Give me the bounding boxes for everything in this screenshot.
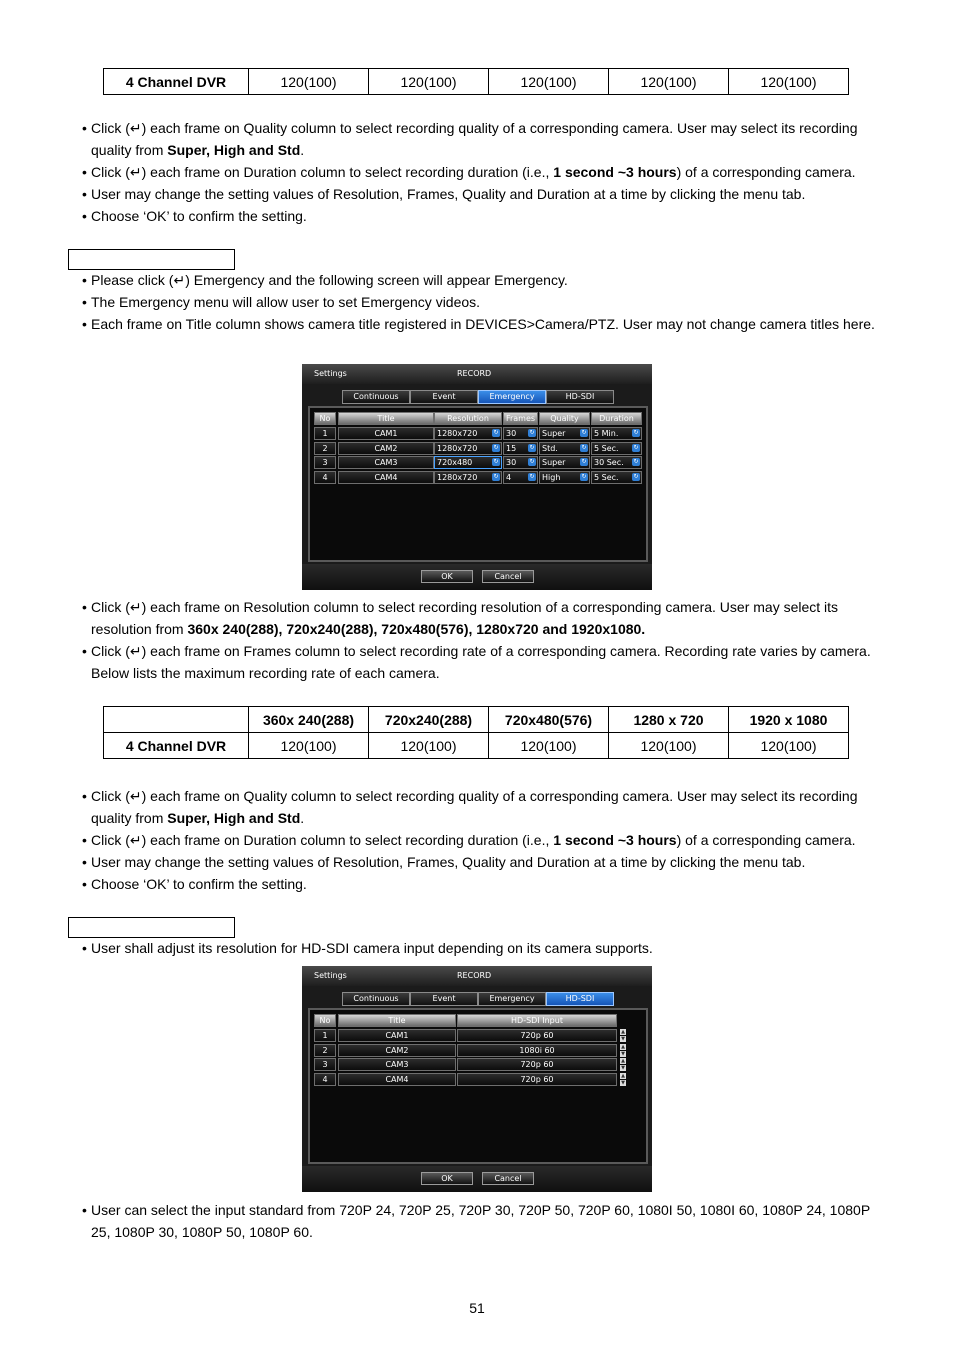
- hd-sdi-input-select[interactable]: 720p 60: [457, 1058, 617, 1071]
- tab-continuous[interactable]: Continuous: [342, 992, 410, 1006]
- bullet-list-hd-sdi: [82, 937, 892, 959]
- camera-title: CAM2: [338, 1044, 456, 1057]
- row-number: 4: [314, 471, 336, 484]
- table-header-row: [104, 707, 849, 733]
- bullet-item: • Click (↵) each frame on Duration column to select recording duration (i.e., 1 second ~3 hours) of a corresponding camera.: [82, 829, 892, 851]
- cycle-icon: ↻: [529, 444, 535, 451]
- ok-button[interactable]: OK: [421, 1172, 473, 1185]
- bullet-item: • User may change the setting values of Resolution, Frames, Quality and Duration at a time by clicking the menu tab.: [82, 183, 892, 205]
- hd-sdi-input-select[interactable]: 1080i 60: [457, 1044, 617, 1057]
- duration-select[interactable]: 5 Sec. ↻: [591, 471, 642, 484]
- table-cell: 120(100): [369, 733, 489, 759]
- col-header-no: No: [314, 412, 336, 425]
- hd-sdi-input-select[interactable]: 720p 60: [457, 1073, 617, 1086]
- dvr-button-bar: [302, 1166, 652, 1192]
- col-header-resolution: Resolution: [434, 412, 502, 425]
- bullet-item: • The Emergency menu will allow user to set Emergency videos.: [82, 291, 892, 313]
- frames-select[interactable]: 30 ↻: [503, 427, 538, 440]
- duration-select[interactable]: 30 Sec. ↻: [591, 456, 642, 469]
- cycle-icon: ↻: [633, 473, 639, 480]
- hd-sdi-input-select[interactable]: 720p 60: [457, 1029, 617, 1042]
- tab-event[interactable]: Event: [410, 390, 478, 404]
- table-cell: 120(100): [489, 733, 609, 759]
- duration-select[interactable]: 5 Min. ↻: [591, 427, 642, 440]
- cycle-icon: ↻: [581, 458, 587, 465]
- bullet-list-quality-duration-2: [82, 785, 892, 895]
- frames-select[interactable]: 30 ↻: [503, 456, 538, 469]
- table-header-cell: 1280 x 720: [609, 707, 729, 733]
- up-arrow-icon[interactable]: ▲: [621, 1044, 625, 1050]
- bullet-item: • Choose ‘OK’ to confirm the setting.: [82, 205, 892, 227]
- camera-title: CAM4: [338, 1073, 456, 1086]
- dvr-title-bar: [302, 966, 652, 986]
- quality-select[interactable]: Super ↻: [539, 427, 590, 440]
- down-arrow-icon[interactable]: ▼: [621, 1065, 625, 1071]
- row-number: 2: [314, 442, 336, 455]
- down-arrow-icon[interactable]: ▼: [621, 1051, 625, 1057]
- cycle-icon: ↻: [581, 444, 587, 451]
- table-cell: 120(100): [249, 733, 369, 759]
- tab-continuous[interactable]: Continuous: [342, 390, 410, 404]
- page-number: 51: [469, 1300, 485, 1316]
- up-arrow-icon[interactable]: ▲: [621, 1073, 625, 1079]
- bullet-item: • Each frame on Title column shows camera title registered in DEVICES>Camera/PTZ. User may not change camera titles here.: [82, 313, 892, 335]
- quality-select[interactable]: Std. ↻: [539, 442, 590, 455]
- up-arrow-icon[interactable]: ▲: [621, 1029, 625, 1035]
- section-heading-box: [68, 917, 235, 938]
- col-header-frames: Frames: [503, 412, 538, 425]
- bullet-list-quality-duration: [82, 117, 892, 227]
- duration-select[interactable]: 5 Sec. ↻: [591, 442, 642, 455]
- table-row-label: 4 Channel DVR: [104, 733, 249, 759]
- bullet-item: • Click (↵) each frame on Quality column to select recording quality of a corresponding camera. User may select its recording quality from Super, High and Std.: [82, 785, 892, 829]
- table-cell: 120(100): [249, 69, 369, 95]
- row-number: 2: [314, 1044, 336, 1057]
- bullet-item: • Click (↵) each frame on Frames column to select recording rate of a corresponding camera. Recording rate varies by camera. Below lists the maximum recording rate of each camera.: [82, 640, 892, 684]
- up-arrow-icon[interactable]: ▲: [621, 1058, 625, 1064]
- col-header-title: Title: [338, 412, 434, 425]
- cancel-button[interactable]: Cancel: [482, 1172, 534, 1185]
- table-row: [104, 733, 849, 759]
- col-header-no: No: [314, 1014, 336, 1027]
- cycle-icon: ↻: [493, 473, 499, 480]
- dvr-emergency-screenshot: [302, 364, 652, 590]
- col-header-duration: Duration: [591, 412, 642, 425]
- resolution-select[interactable]: 720x480 ↻: [434, 456, 502, 469]
- bullet-item: • User may change the setting values of Resolution, Frames, Quality and Duration at a time by clicking the menu tab.: [82, 851, 892, 873]
- bullet-list-emergency: [82, 269, 892, 335]
- quality-select[interactable]: High ↻: [539, 471, 590, 484]
- dvr-settings-label: Settings: [314, 971, 347, 980]
- tab-event[interactable]: Event: [410, 992, 478, 1006]
- row-number: 4: [314, 1073, 336, 1086]
- col-header-hd-sdi-input: HD-SDI Input: [457, 1014, 617, 1027]
- cycle-icon: ↻: [581, 473, 587, 480]
- down-arrow-icon[interactable]: ▼: [621, 1036, 625, 1042]
- bullet-item: • Choose ‘OK’ to confirm the setting.: [82, 873, 892, 895]
- camera-title: CAM1: [338, 1029, 456, 1042]
- cycle-icon: ↻: [529, 473, 535, 480]
- camera-title: CAM3: [338, 456, 434, 469]
- row-number: 3: [314, 456, 336, 469]
- table-cell: 120(100): [729, 733, 849, 759]
- section-heading-box: [68, 249, 235, 270]
- bullet-list-resolution-frames: [82, 596, 892, 684]
- row-number: 1: [314, 1029, 336, 1042]
- bullet-list-input-standard: [82, 1199, 892, 1243]
- tab-hd-sdi[interactable]: HD-SDI: [546, 992, 614, 1006]
- frames-select[interactable]: 4 ↻: [503, 471, 538, 484]
- resolution-select[interactable]: 1280x720 ↻: [434, 442, 502, 455]
- col-header-quality: Quality: [539, 412, 590, 425]
- bullet-item: • User shall adjust its resolution for HD-SDI camera input depending on its camera supports.: [82, 937, 892, 959]
- table-header-cell: 720x240(288): [369, 707, 489, 733]
- frames-select[interactable]: 15 ↻: [503, 442, 538, 455]
- cancel-button[interactable]: Cancel: [482, 570, 534, 583]
- table-corner-cell: [104, 707, 249, 733]
- max-rate-table-top: [103, 68, 849, 95]
- tab-emergency[interactable]: Emergency: [478, 390, 546, 404]
- down-arrow-icon[interactable]: ▼: [621, 1080, 625, 1086]
- bullet-item: • Please click (↵) Emergency and the following screen will appear Emergency.: [82, 269, 892, 291]
- cycle-icon: ↻: [633, 444, 639, 451]
- max-rate-table: [103, 706, 849, 759]
- bullet-item: • User can select the input standard from 720P 24, 720P 25, 720P 30, 720P 50, 720P 60, 1080I 50, 1080I 60, 1080P 24, 1080P 25, 1080P 30, 1080P 50, 1080P 60.: [82, 1199, 892, 1243]
- dvr-record-label: RECORD: [457, 971, 492, 980]
- bullet-item: • Click (↵) each frame on Duration column to select recording duration (i.e., 1 second ~3 hours) of a corresponding camera.: [82, 161, 892, 183]
- table-cell: 120(100): [729, 69, 849, 95]
- table-cell: 120(100): [369, 69, 489, 95]
- cycle-icon: ↻: [529, 429, 535, 436]
- camera-title: CAM1: [338, 427, 434, 440]
- ok-button[interactable]: OK: [421, 570, 473, 583]
- dvr-title-bar: [302, 364, 652, 384]
- cycle-icon: ↻: [633, 429, 639, 436]
- table-cell: 120(100): [609, 733, 729, 759]
- row-number: 3: [314, 1058, 336, 1071]
- dvr-settings-label: Settings: [314, 369, 347, 378]
- dvr-button-bar: [302, 564, 652, 590]
- resolution-select[interactable]: 1280x720 ↻: [434, 427, 502, 440]
- camera-title: CAM3: [338, 1058, 456, 1071]
- col-header-title: Title: [338, 1014, 456, 1027]
- resolution-select[interactable]: 1280x720 ↻: [434, 471, 502, 484]
- tab-hd-sdi[interactable]: HD-SDI: [546, 390, 614, 404]
- bullet-item: • Click (↵) each frame on Resolution column to select recording resolution of a corresponding camera. User may select its resolution from 360x 240(288), 720x240(288), 720x480(576), 1280x720 and 1920x1080.: [82, 596, 892, 640]
- table-cell: 120(100): [609, 69, 729, 95]
- camera-title: CAM2: [338, 442, 434, 455]
- tab-emergency[interactable]: Emergency: [478, 992, 546, 1006]
- bullet-item: • Click (↵) each frame on Quality column to select recording quality of a corresponding camera. User may select its recording quality from Super, High and Std.: [82, 117, 892, 161]
- row-number: 1: [314, 427, 336, 440]
- quality-select[interactable]: Super ↻: [539, 456, 590, 469]
- table-row: [104, 69, 849, 95]
- table-row-label: 4 Channel DVR: [104, 69, 249, 95]
- table-header-cell: 1920 x 1080: [729, 707, 849, 733]
- cycle-icon: ↻: [633, 458, 639, 465]
- table-cell: 120(100): [489, 69, 609, 95]
- dvr-record-label: RECORD: [457, 369, 492, 378]
- camera-title: CAM4: [338, 471, 434, 484]
- table-header-cell: 720x480(576): [489, 707, 609, 733]
- cycle-icon: ↻: [581, 429, 587, 436]
- cycle-icon: ↻: [493, 444, 499, 451]
- table-header-cell: 360x 240(288): [249, 707, 369, 733]
- cycle-icon: ↻: [493, 458, 499, 465]
- cycle-icon: ↻: [529, 458, 535, 465]
- dvr-hd-sdi-screenshot: [302, 966, 652, 1192]
- cycle-icon: ↻: [493, 429, 499, 436]
